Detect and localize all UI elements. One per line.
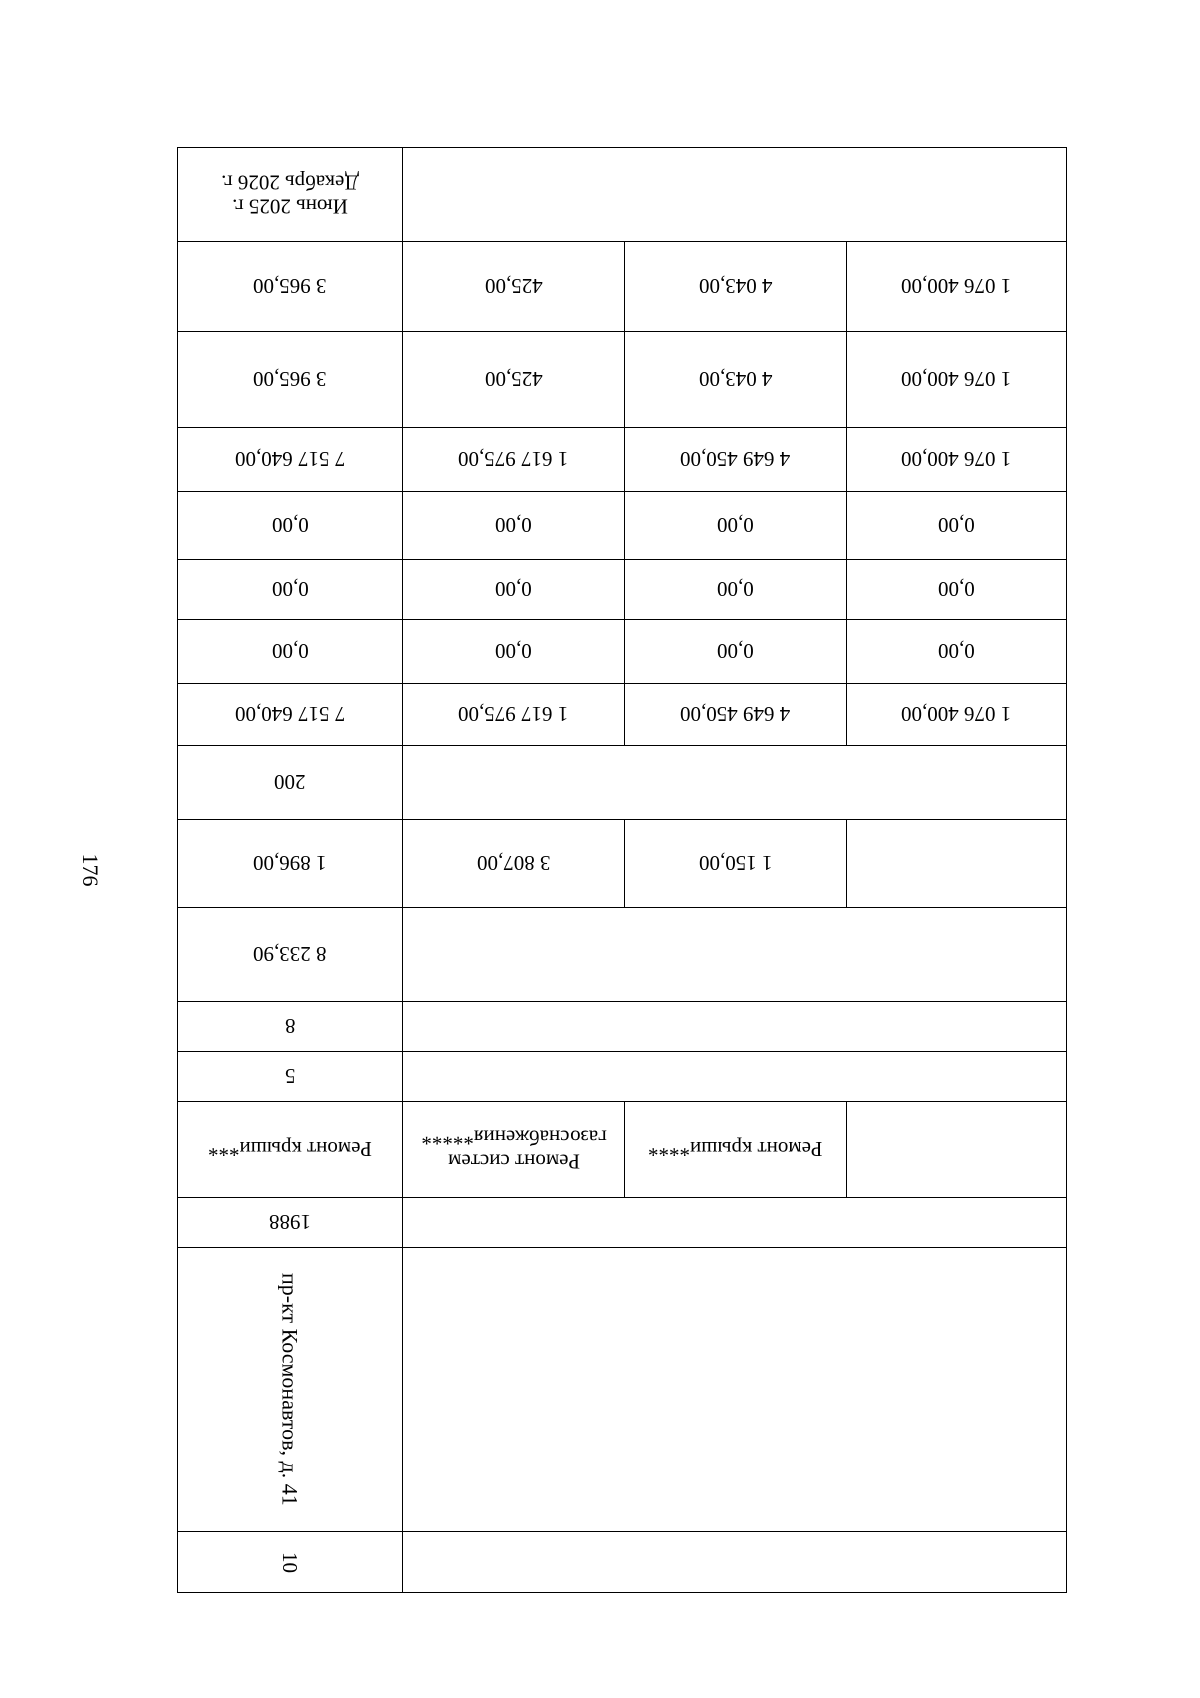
table-row [177, 147, 1067, 241]
table-row [177, 819, 1067, 907]
table-cell [402, 1248, 1066, 1531]
table-cell [402, 1532, 1066, 1592]
address-text: пр-кт Космонавтов, д. 41 [277, 1273, 303, 1506]
table-cell: 200 [274, 770, 306, 795]
table-row [177, 331, 1067, 427]
table-row [177, 683, 1067, 745]
table-cell: 1 076 400,00 [846, 242, 1066, 331]
table-cell [402, 1002, 1066, 1051]
table-row [177, 907, 1067, 1001]
table-cell: 4 043,00 [624, 242, 846, 331]
table-cell: 1 896,00 [253, 851, 327, 876]
table-row [177, 1051, 1067, 1101]
table-cell: 1 617 975,00 [402, 684, 624, 745]
table-row [177, 1531, 1067, 1593]
table-cell [402, 148, 1066, 241]
table-cell: 0,00 [271, 577, 309, 602]
table-row [177, 1247, 1067, 1531]
table-cell: 1 150,00 [624, 820, 846, 907]
table-row [177, 619, 1067, 683]
table-cell: 0,00 [402, 492, 624, 559]
table-cell: 0,00 [846, 560, 1066, 619]
table-row [177, 491, 1067, 559]
page-number: 176 [78, 853, 103, 887]
table-cell: Июнь 2025 г. Декабрь 2026 г. [221, 170, 359, 219]
table-cell: 0,00 [846, 492, 1066, 559]
table-row [177, 427, 1067, 491]
table-cell: Ремонт крыши*** [208, 1137, 372, 1162]
table-cell: 5 [284, 1064, 296, 1089]
table-cell [402, 746, 1066, 819]
table-cell: 7 517 640,00 [234, 447, 346, 472]
table-cell: 0,00 [271, 639, 309, 664]
table-cell: 1 617 975,00 [402, 428, 624, 491]
table-cell [178, 1248, 402, 1531]
table-cell [846, 1102, 1066, 1197]
table-row [177, 559, 1067, 619]
table-cell [402, 1198, 1066, 1247]
table-cell: Ремонт систем газоснабжения***** [402, 1102, 624, 1197]
table-cell: 0,00 [846, 620, 1066, 683]
table-cell: 1 076 400,00 [846, 332, 1066, 427]
table-cell: 4 043,00 [624, 332, 846, 427]
table-cell: 425,00 [402, 242, 624, 331]
table-cell: 0,00 [624, 492, 846, 559]
table-cell: 8 [284, 1014, 296, 1039]
table-cell [402, 1052, 1066, 1101]
table-cell [402, 908, 1066, 1001]
table-cell: 3 965,00 [253, 367, 327, 392]
table-cell: 1 076 400,00 [846, 428, 1066, 491]
table-cell: 425,00 [402, 332, 624, 427]
table-row [177, 1197, 1067, 1247]
table-row [177, 1101, 1067, 1197]
table-cell [846, 820, 1066, 907]
table-cell: 3 965,00 [253, 274, 327, 299]
table-cell: 0,00 [624, 620, 846, 683]
table-cell: 4 649 450,00 [624, 684, 846, 745]
table-cell: 4 649 450,00 [624, 428, 846, 491]
table-cell: 1 076 400,00 [846, 684, 1066, 745]
table-cell: 7 517 640,00 [234, 702, 346, 727]
table-cell: 10 [278, 1551, 303, 1573]
table-cell: 0,00 [402, 560, 624, 619]
table-row [177, 241, 1067, 331]
table-cell: 0,00 [402, 620, 624, 683]
table-cell: Ремонт крыши**** [624, 1102, 846, 1197]
table-row [177, 745, 1067, 819]
table-cell: 3 807,00 [402, 820, 624, 907]
table-cell: 0,00 [624, 560, 846, 619]
table-cell: 8 233,90 [253, 942, 327, 967]
table-row [177, 1001, 1067, 1051]
rotated-table [177, 147, 1067, 1607]
table-cell: 0,00 [271, 513, 309, 538]
table-cell: 1988 [269, 1210, 311, 1235]
